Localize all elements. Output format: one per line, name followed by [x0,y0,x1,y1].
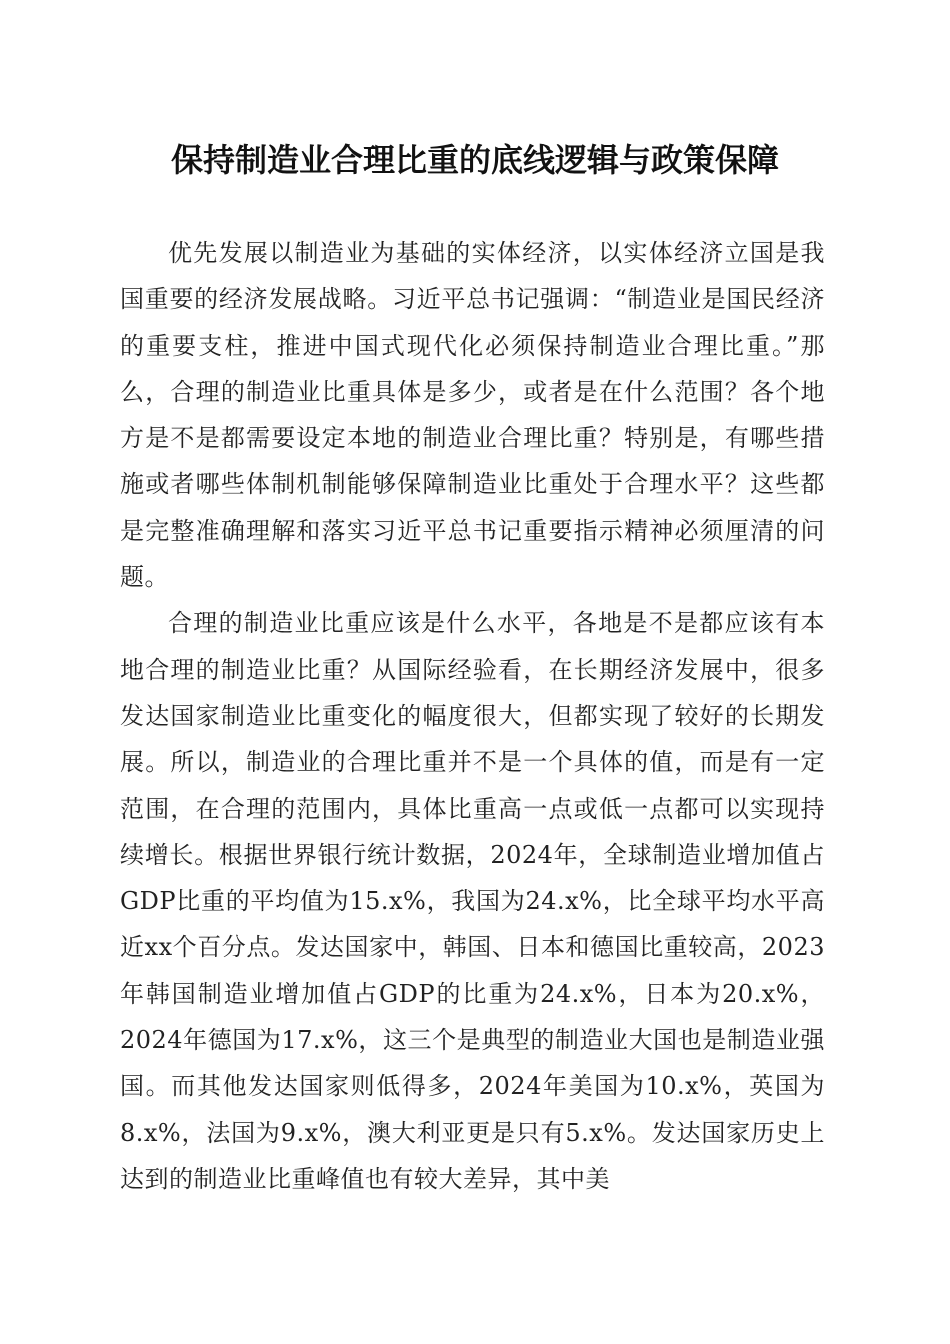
document-title: 保持制造业合理比重的底线逻辑与政策保障 [170,141,779,179]
paragraph-1: 优先发展以制造业为基础的实体经济，以实体经济立国是我国重要的经济发展战略。习近平总书记强调：“制造业是国民经济的重要支柱，推进中国式现代化必须保持制造业合理比重。”那么，合理的制造业比重具体是多少，或者是在什么范围？各个地方是不是都需要设定本地的制造业合理比重？特别是，有哪些措施或者哪些体制机制能够保障制造业比重处于合理水平？这些都是完整准确理解和落实习近平总书记重要指示精神必须厘清的问题。 [120,239,825,592]
paragraph-2: 合理的制造业比重应该是什么水平，各地是不是都应该有本地合理的制造业比重？从国际经验看，在长期经济发展中，很多发达国家制造业比重变化的幅度很大，但都实现了较好的长期发展。所以，制造业的合理比重并不是一个具体的值，而是有一定范围，在合理的范围内，具体比重高一点或低一点都可以实现持续增长。根据世界银行统计数据，2024年，全球制造业增加值占GDP比重的平均值为15.x%，我国为24.x%，比全球平均水平高近xx个百分点。发达国家中，韩国、日本和德国比重较高，2023年韩国制造业增加值占GDP的比重为24.x%，日本为20.x%，2024年德国为17.x%，这三个是典型的制造业大国也是制造业强国。而其他发达国家则低得多，2024年美国为10.x%，英国为8.x%，法国为9.x%，澳大利亚更是只有5.x%。发达国家历史上达到的制造业比重峰值也有较大差异，其中美 [120,609,825,1193]
document-body [120,230,825,1202]
